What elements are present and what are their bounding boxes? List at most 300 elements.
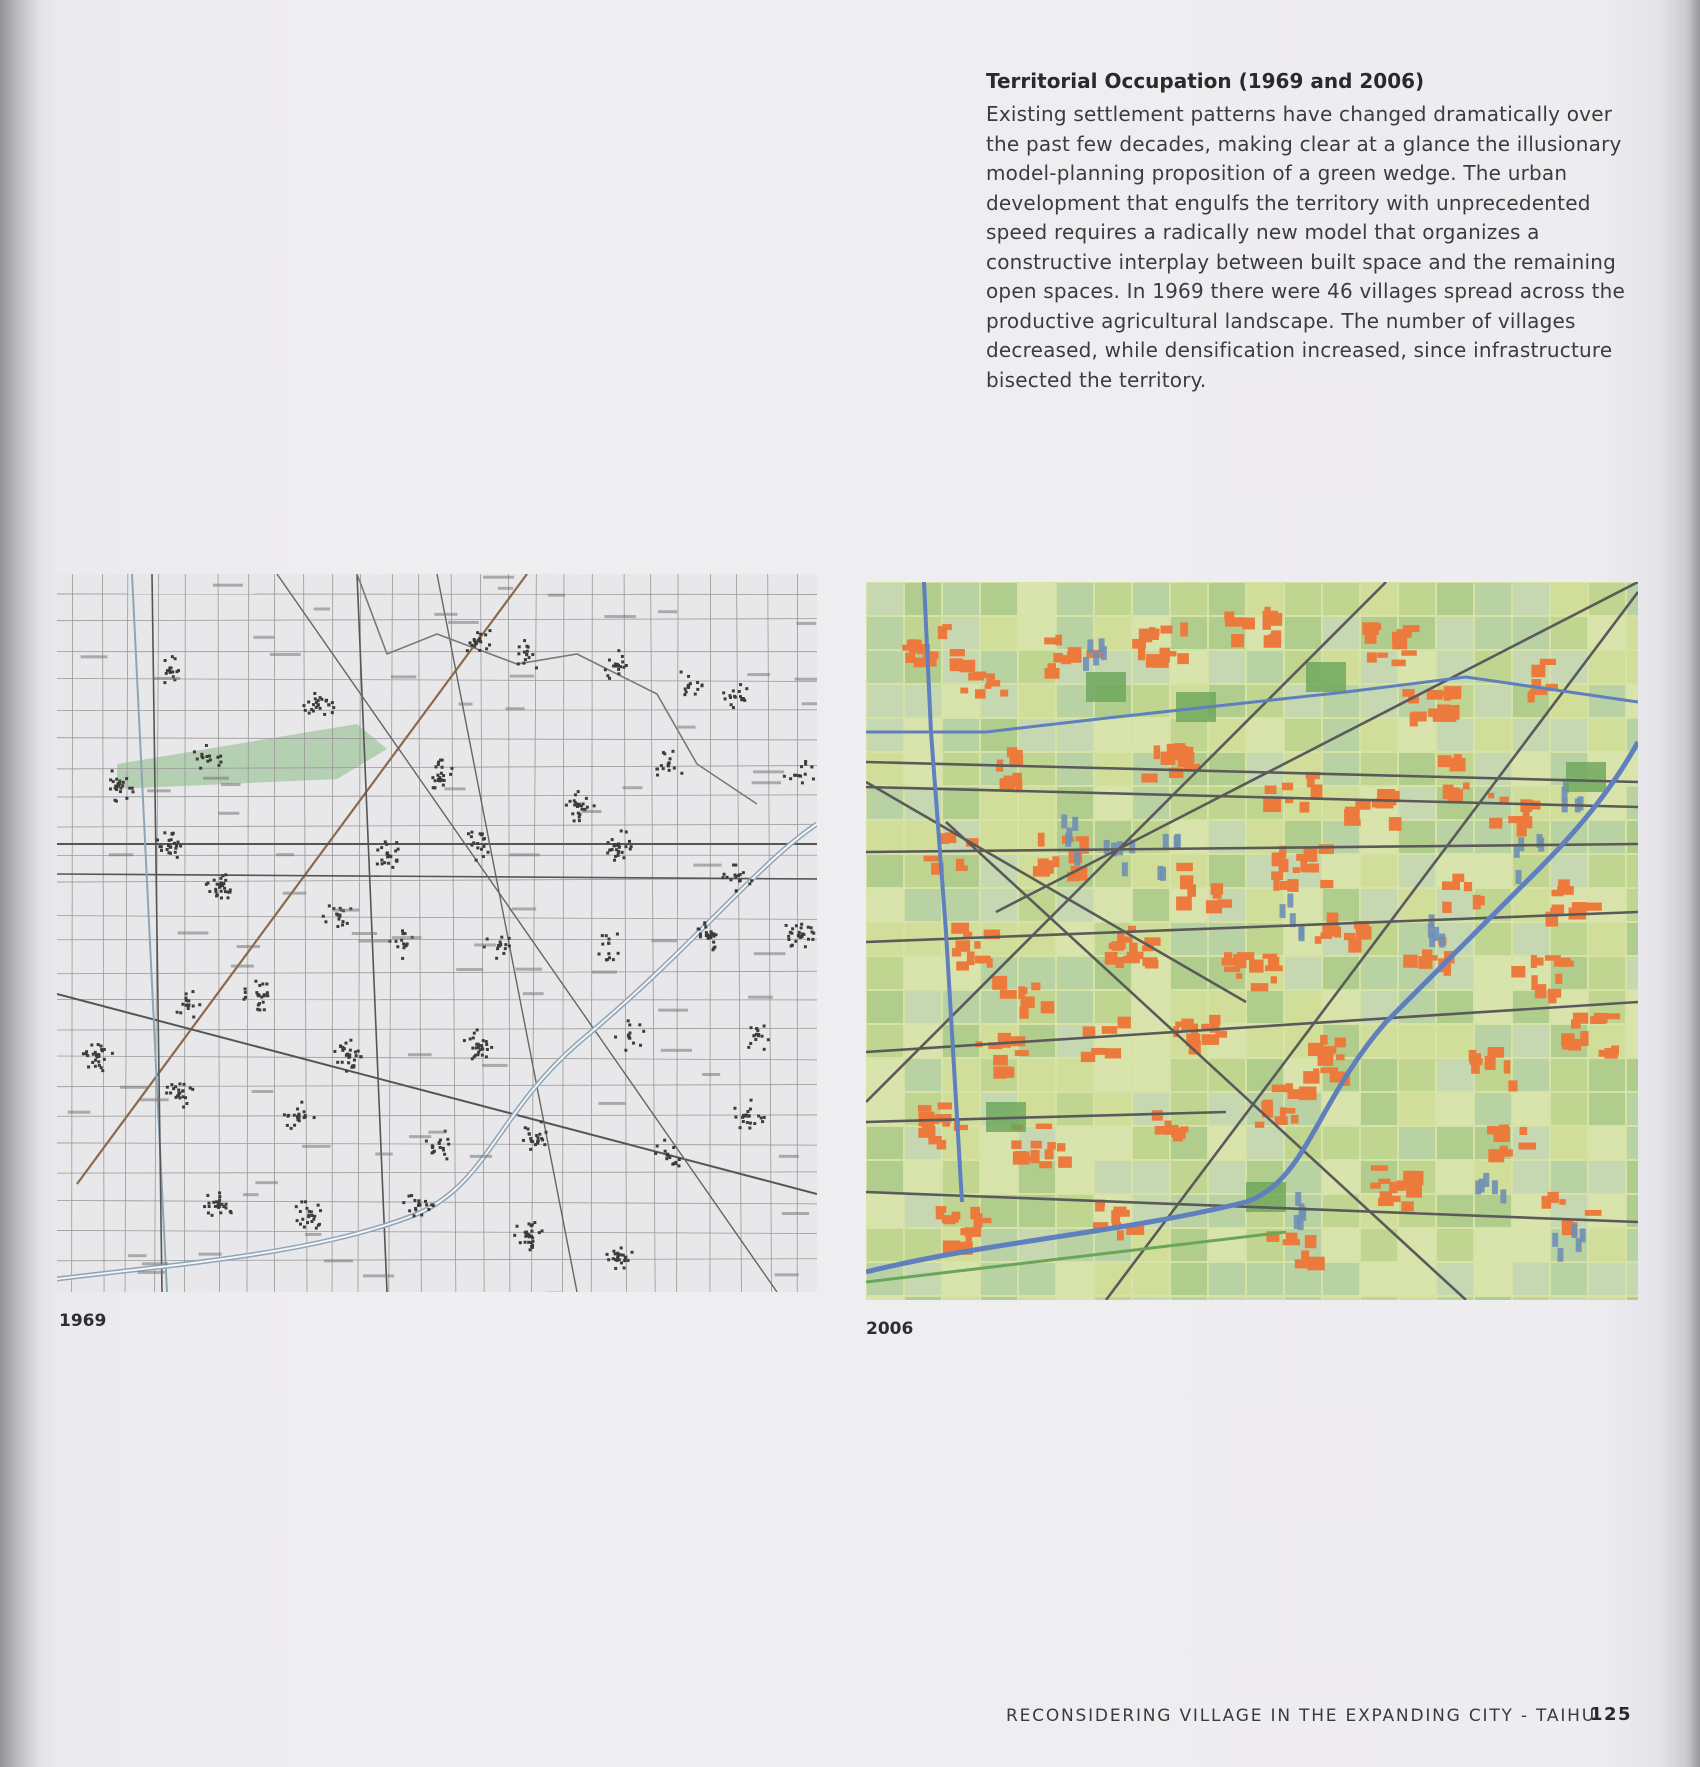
map-2006-built-area: [1536, 958, 1544, 966]
map-2006-greenhouse: [1439, 934, 1445, 948]
map-2006-field-plot: [905, 991, 941, 1023]
map-1969-building: [529, 1248, 532, 1251]
map-2006-built-area: [1120, 936, 1133, 942]
map-2006-field-plot: [1361, 1263, 1397, 1295]
map-2006-field-plot: [867, 889, 903, 921]
map-1969-building: [617, 672, 620, 675]
map-1969-building: [266, 991, 269, 994]
map-2006-built-area: [1542, 1196, 1552, 1209]
map-1969-building: [508, 937, 511, 940]
map-1969-building: [479, 633, 482, 636]
map-2006-built-area: [1389, 1182, 1397, 1193]
map-1969-building: [704, 925, 707, 928]
map-2006-built-area: [1015, 1151, 1026, 1161]
map-2006-greenhouse: [1571, 1224, 1577, 1238]
map-1969-building: [753, 1122, 756, 1125]
map-2006-built-area: [1058, 1156, 1072, 1167]
map-1969-paper: [57, 574, 817, 1292]
map-2006-built-area: [1392, 660, 1406, 667]
map-2006-built-area: [1171, 1125, 1178, 1137]
map-1969-label-mark: [142, 1262, 168, 1265]
map-1969-building: [186, 999, 189, 1002]
map-2006-field-plot: [943, 1297, 979, 1300]
map-2006-field-plot: [1133, 583, 1169, 615]
map-1969-building: [472, 1036, 475, 1039]
map-2006-field-plot: [1437, 583, 1473, 615]
map-1969-building: [732, 706, 735, 709]
map-2006-built-area: [1396, 1180, 1411, 1187]
map-1969-label-mark: [392, 936, 421, 939]
map-1969-building: [408, 1209, 411, 1212]
map-1969-building: [601, 934, 604, 937]
map-2006-built-area: [1236, 973, 1242, 979]
map-2006-built-area: [956, 859, 964, 867]
map-2006-built-area: [1275, 1116, 1288, 1125]
map-1969-building: [176, 856, 179, 859]
map-1969-building: [381, 862, 384, 865]
map-1969-building: [216, 883, 219, 886]
map-2006-built-area: [1160, 626, 1172, 634]
map-2006-built-area: [1269, 634, 1281, 645]
map-2006-field-plot: [1475, 991, 1511, 1023]
map-2006-field-plot: [1437, 1059, 1473, 1091]
map-2006-built-area: [1471, 1063, 1480, 1074]
map-1969-building: [743, 699, 746, 702]
map-1969-building: [789, 931, 792, 934]
map-1969-building: [446, 1138, 449, 1141]
map-2006-field-plot: [981, 1161, 1017, 1193]
map-1969-building: [476, 846, 479, 849]
map-2006-built-area: [1488, 1047, 1504, 1058]
map-1969-building: [183, 1083, 186, 1086]
map-1969-building: [119, 790, 122, 793]
map-1969-building: [115, 778, 118, 781]
map-1969-building: [800, 926, 803, 929]
map-1969-building: [504, 947, 507, 950]
map-1969-building: [308, 712, 311, 715]
map-2006-field-plot: [1095, 1297, 1131, 1300]
map-2006-built-area: [1117, 1230, 1124, 1240]
map-2006-built-area: [1263, 615, 1271, 629]
map-1969-building: [672, 1146, 675, 1149]
map-1969-building: [125, 797, 128, 800]
map-1969-building: [258, 1008, 261, 1011]
map-1969-building: [527, 1222, 530, 1225]
map-2006-field-plot: [1551, 923, 1587, 955]
map-1969-building: [763, 1025, 766, 1028]
map-1969-building: [495, 957, 498, 960]
map-1969-building: [312, 703, 315, 706]
map-1969-label-mark: [661, 1049, 692, 1052]
article-text-block: [986, 68, 1636, 395]
map-1969-building: [313, 1215, 316, 1218]
map-1969-building: [397, 848, 400, 851]
article-body: Existing settlement patterns have changed dramatically over the past few decades, making clear at a glance the illusionary model-planning proposition of a green wedge. The urban development that engulfs the territory with unprecedented speed requires a radically new model that organizes a constructive interplay between built space and the remaining open spaces. In 1969 there were 46 villages spread across the productive agricultural landscape. The number of villages decreased, while densification increased, since infrastructure bisected the territory.: [986, 102, 1625, 392]
map-2006-built-area: [1105, 1048, 1121, 1058]
map-2006-greenhouse: [1429, 933, 1435, 947]
spine-shadow: [0, 0, 40, 1767]
map-2006-field-plot: [1627, 991, 1638, 1023]
map-2006-built-area: [1511, 966, 1525, 978]
map-1969-building: [473, 638, 476, 641]
map-2006-built-area: [1557, 886, 1574, 895]
map-1969-building: [578, 816, 581, 819]
map-2006-field-plot: [1209, 719, 1245, 751]
map-1969-label-mark: [470, 1155, 492, 1158]
map-1969-building: [216, 893, 219, 896]
map-1969-building: [331, 701, 334, 704]
map-1969-building: [734, 1116, 737, 1119]
map-2006-built-area: [1401, 1201, 1413, 1211]
map-1969-building: [478, 649, 481, 652]
map-1969-building: [414, 1207, 417, 1210]
map-2006-built-area: [1011, 1140, 1021, 1149]
map-1969-label-mark: [592, 971, 617, 974]
map-2006-field-plot: [1057, 1127, 1093, 1159]
map-2006-built-area: [975, 689, 986, 698]
map-1969-building: [92, 1053, 95, 1056]
map-2006-built-area: [1392, 632, 1403, 643]
map-2006-built-area: [1152, 1110, 1163, 1120]
map-1969-building: [228, 891, 231, 894]
map-1969-building: [500, 936, 503, 939]
map-1969-building: [165, 672, 168, 675]
map-1969-building: [616, 933, 619, 936]
map-2006-built-area: [1224, 952, 1232, 958]
map-1969-building: [376, 849, 379, 852]
map-1969-building: [531, 1140, 534, 1143]
map-1969-building: [699, 933, 702, 936]
map-1969-building: [631, 1251, 634, 1254]
map-1969-building: [517, 652, 520, 655]
map-2006-field-plot: [867, 1297, 903, 1300]
map-1969-building: [747, 1046, 750, 1049]
map-1969-building: [304, 709, 307, 712]
map-1969-building: [118, 780, 121, 783]
map-1969-building: [664, 1150, 667, 1153]
map-1969-building: [519, 1241, 522, 1244]
map-2006-field-plot: [1095, 1093, 1131, 1125]
map-2006-field-plot: [1627, 1127, 1638, 1159]
map-1969-building: [317, 1204, 320, 1207]
map-2006-built-area: [1450, 789, 1463, 802]
map-1969-building: [346, 922, 349, 925]
map-2006-greenhouse: [1083, 657, 1089, 671]
map-1969-building: [229, 1210, 232, 1213]
map-2006-field-plot: [1551, 1297, 1587, 1300]
map-1969-building: [477, 1051, 480, 1054]
map-2006-built-area: [1141, 774, 1157, 783]
map-1969-building: [627, 1019, 630, 1022]
map-1969-building: [169, 846, 172, 849]
map-1969-building: [537, 1136, 540, 1139]
map-2006-field-plot: [943, 719, 979, 751]
map-1969-label-mark: [109, 853, 134, 856]
map-2006-built-area: [902, 645, 914, 651]
map-1969-building: [293, 1114, 296, 1117]
map-1969-building: [530, 1235, 533, 1238]
map-2006-built-area: [1000, 778, 1015, 789]
map-2006-field-plot: [1475, 1229, 1511, 1261]
map-2006-built-area: [1265, 786, 1277, 794]
map-2006-built-area: [1554, 958, 1571, 967]
map-1969-building: [607, 841, 610, 844]
map-1969-building: [585, 797, 588, 800]
map-1969-building: [224, 890, 227, 893]
map-1969-building: [472, 841, 475, 844]
map-1969-building: [319, 1209, 322, 1212]
map-1969-building: [671, 750, 674, 753]
map-1969-building: [733, 1107, 736, 1110]
map-1969-building: [322, 915, 325, 918]
map-1969-building: [203, 1205, 206, 1208]
map-1969-building: [211, 1214, 214, 1217]
map-1969-building: [298, 1116, 301, 1119]
map-2006-field-plot: [905, 957, 941, 989]
map-2006-built-area: [1271, 976, 1277, 983]
map-2006-built-area: [965, 1227, 982, 1237]
map-1969-building: [750, 1026, 753, 1029]
map-1969-building: [214, 1205, 217, 1208]
map-1969-building: [531, 1223, 534, 1226]
map-1969-building: [425, 1140, 428, 1143]
map-1969-building: [192, 1015, 195, 1018]
map-1969-building: [335, 913, 338, 916]
map-2006-built-area: [1045, 1149, 1054, 1159]
map-2006-field-plot: [1589, 1127, 1625, 1159]
map-2006-field-plot: [1437, 991, 1473, 1023]
map-1969-building: [496, 947, 499, 950]
map-1969-building: [244, 987, 247, 990]
map-1969-building: [307, 700, 310, 703]
map-2006-field-plot: [867, 855, 903, 887]
map-1969-building: [199, 767, 202, 770]
map-2006-built-area: [1102, 1026, 1117, 1034]
map-2006-built-area: [1300, 802, 1310, 813]
map-1969-building: [217, 764, 220, 767]
map-2006-built-area: [956, 961, 969, 970]
map-2006-field-plot: [1285, 753, 1321, 785]
map-2006-field-plot: [1589, 1229, 1625, 1261]
map-2006-built-area: [1313, 1068, 1319, 1077]
map-2006-field-plot: [1133, 1025, 1169, 1057]
map-1969-building: [801, 781, 804, 784]
map-1969-building: [767, 1038, 770, 1041]
map-1969-building: [469, 1037, 472, 1040]
map-1969-building: [86, 1054, 89, 1057]
map-1969-label-mark: [483, 576, 514, 579]
map-1969-building: [625, 830, 628, 833]
map-2006-field-plot: [1513, 1297, 1549, 1300]
map-1969-building: [794, 940, 797, 943]
map-2006-field-plot: [1551, 1059, 1587, 1091]
map-2006-field-plot: [1589, 957, 1625, 989]
map-2006-field-plot: [1513, 1093, 1549, 1125]
map-1969-building: [804, 763, 807, 766]
map-1969-building: [345, 1042, 348, 1045]
map-1969-building: [360, 1055, 363, 1058]
map-2006-field-plot: [1551, 1093, 1587, 1125]
map-2006-field-plot: [943, 1025, 979, 1057]
map-1969-building: [401, 957, 404, 960]
map-1969-building: [396, 945, 399, 948]
map-2006-field-plot: [1095, 1161, 1131, 1193]
map-1969-building: [518, 645, 521, 648]
map-1969-building: [791, 944, 794, 947]
map-1969-label-mark: [68, 1111, 91, 1114]
map-1969-building: [499, 944, 502, 947]
map-1969-building: [115, 800, 118, 803]
map-1969-label-mark: [796, 622, 816, 625]
map-1969-building: [613, 843, 616, 846]
map-2006-field-plot: [1209, 651, 1245, 683]
map-1969-building: [476, 1028, 479, 1031]
map-2006-built-area: [1031, 983, 1040, 991]
map-1969-building: [357, 1050, 360, 1053]
map-1969-building: [694, 693, 697, 696]
map-1969-building: [467, 832, 470, 835]
map-2006-built-area: [1590, 1016, 1605, 1024]
map-1969-building: [182, 1095, 185, 1098]
map-2006-built-area: [1300, 859, 1307, 872]
map-2006-field-plot: [867, 617, 903, 649]
map-1969-building: [739, 879, 742, 882]
map-1969-building: [193, 750, 196, 753]
map-1969-building: [526, 650, 529, 653]
map-1969-building: [303, 1226, 306, 1229]
map-2006-greenhouse: [1087, 639, 1093, 653]
map-1969-building: [529, 1241, 532, 1244]
map-1969-building: [218, 1205, 221, 1208]
map-2006-field-plot: [1627, 855, 1638, 887]
map-1969-label-mark: [147, 789, 170, 792]
map-1969-building: [341, 1049, 344, 1052]
map-2006-field-plot: [867, 583, 903, 615]
map-1969-building: [474, 1054, 477, 1057]
map-2006-field-plot: [1361, 889, 1397, 921]
map-2006-built-area: [1378, 1179, 1390, 1184]
map-1969-building: [295, 1205, 298, 1208]
map-2006-built-area: [1041, 1001, 1055, 1013]
map-2006-green-area: [1306, 662, 1346, 692]
map-1969-building: [218, 1195, 221, 1198]
map-2006-built-area: [1142, 957, 1157, 966]
map-2006-field-plot: [1019, 923, 1055, 955]
map-2006-field-plot: [1095, 583, 1131, 615]
map-2006-built-area: [938, 1102, 952, 1109]
map-2006-field-plot: [1171, 1263, 1207, 1295]
map-2006-greenhouse: [1122, 862, 1128, 876]
map-2006-built-area: [1488, 1149, 1504, 1162]
map-2006-built-area: [974, 941, 980, 949]
map-1969-building: [606, 1253, 609, 1256]
map-1969-building: [431, 1145, 434, 1148]
map-2006-field-plot: [1627, 1263, 1638, 1295]
map-1969-building: [627, 1259, 630, 1262]
map-1969-building: [481, 1054, 484, 1057]
map-2006-greenhouse: [1492, 1180, 1498, 1194]
map-1969-building: [244, 991, 247, 994]
map-2006-built-area: [1309, 863, 1319, 872]
map-1969-building: [541, 1229, 544, 1232]
map-1969-building: [620, 1261, 623, 1264]
map-2006-built-area: [1485, 1056, 1496, 1070]
map-2006-built-area: [1111, 941, 1118, 947]
map-1969-building: [522, 1139, 525, 1142]
map-1969-label-mark: [448, 621, 479, 624]
map-1969-label-mark: [283, 892, 307, 895]
map-2006-built-area: [1271, 871, 1283, 880]
map-1969-building: [257, 1003, 260, 1006]
map-1969-building: [629, 848, 632, 851]
map-1969-building: [122, 781, 125, 784]
map-2006-field-plot: [1437, 719, 1473, 751]
map-1969-building: [166, 1086, 169, 1089]
map-1969-label-mark: [252, 1090, 274, 1093]
map-2006-built-area: [1201, 1024, 1209, 1030]
map-2006-field-plot: [1171, 991, 1207, 1023]
map-1969-label-mark: [510, 675, 534, 678]
map-2006-field-plot: [1627, 1059, 1638, 1091]
map-1969-building: [223, 887, 226, 890]
map-1969-building: [200, 753, 203, 756]
map-2006-built-area: [985, 684, 992, 689]
map-1969-building: [214, 890, 217, 893]
map-1969-building: [354, 1051, 357, 1054]
map-1969-building: [178, 1082, 181, 1085]
map-1969-building: [82, 1052, 85, 1055]
map-1969-building: [447, 1143, 450, 1146]
map-2006-built-area: [1262, 954, 1277, 959]
map-1969-building: [420, 1213, 423, 1216]
map-1969-building: [101, 1069, 104, 1072]
map-1969-building: [345, 1070, 348, 1073]
map-2006-greenhouse: [1287, 893, 1293, 907]
map-1969-label-mark: [199, 1253, 222, 1256]
map-2006-field-plot: [1209, 1161, 1245, 1193]
map-1969-building: [97, 1060, 100, 1063]
map-2006-built-area: [1129, 943, 1138, 957]
map-2006-field-plot: [867, 1127, 903, 1159]
map-2006-field-plot: [905, 719, 941, 751]
map-2006-field-plot: [1209, 1297, 1245, 1300]
map-1969-building: [287, 1114, 290, 1117]
map-1969-building: [257, 994, 260, 997]
map-1969-building: [215, 1200, 218, 1203]
map-1969-building: [352, 1064, 355, 1067]
map-1969-label-mark: [324, 1259, 353, 1262]
map-1969-label-mark: [795, 678, 817, 681]
map-2006-field-plot: [1019, 1297, 1055, 1300]
map-1969-building: [336, 1061, 339, 1064]
map-2006-field-plot: [1475, 1263, 1511, 1295]
map-1969-building: [502, 952, 505, 955]
map-1969-building: [181, 1003, 184, 1006]
map-2006-built-area: [951, 1212, 960, 1220]
map-1969-building: [471, 1057, 474, 1060]
map-1969-building: [315, 706, 318, 709]
map-2006-built-area: [1113, 1207, 1126, 1214]
page-edge-shadow: [1686, 0, 1700, 1767]
map-2006-field-plot: [1437, 1229, 1473, 1261]
map-1969-building: [312, 709, 315, 712]
map-2006-greenhouse: [1101, 646, 1107, 660]
map-1969-building: [263, 1008, 266, 1011]
map-1969-building: [222, 882, 225, 885]
map-2006-built-area: [1232, 617, 1246, 625]
article-heading: Territorial Occupation (1969 and 2006): [986, 69, 1425, 93]
map-2006-built-area: [1180, 622, 1188, 636]
